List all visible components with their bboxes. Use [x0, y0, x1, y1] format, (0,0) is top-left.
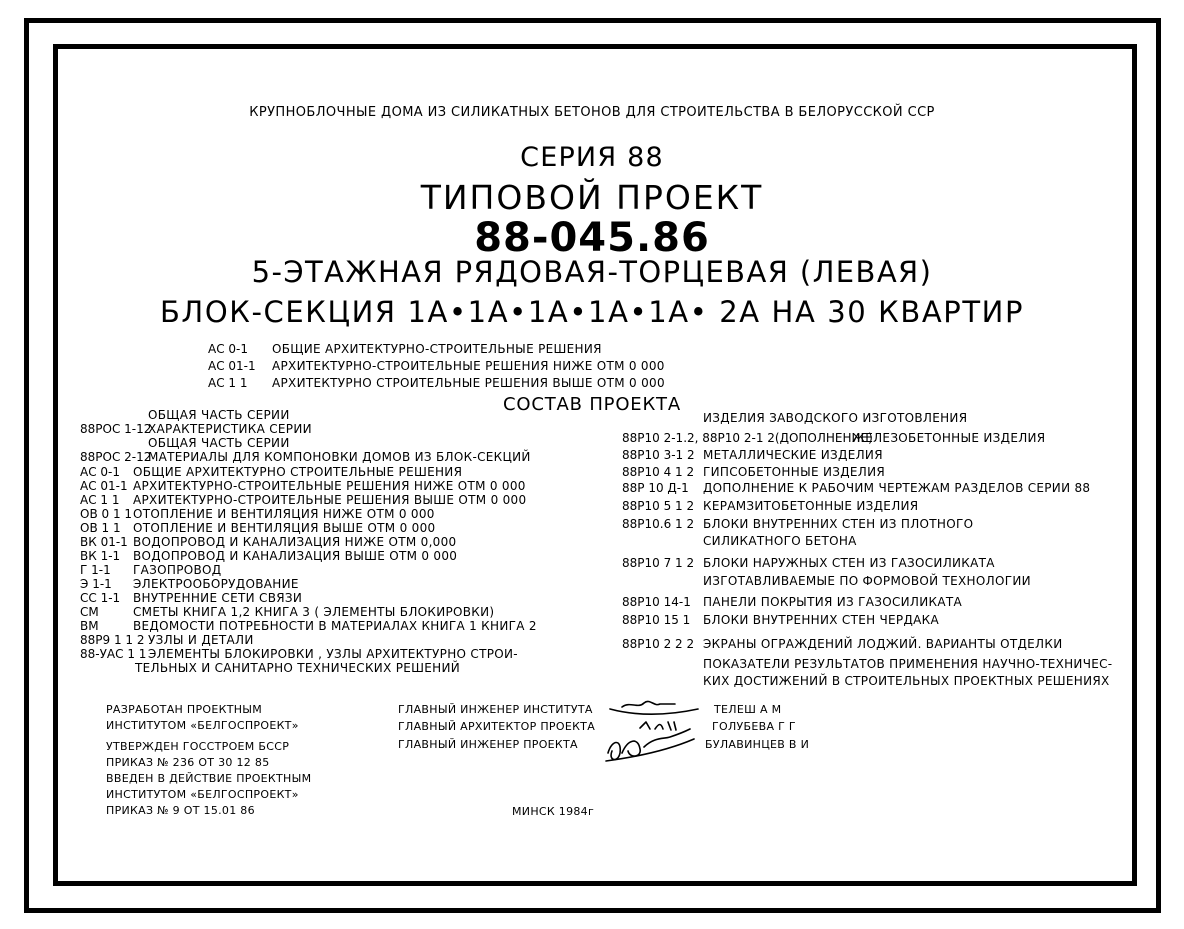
doc-text: ОБЩИЕ АРХИТЕКТУРНО СТРОИТЕЛЬНЫЕ РЕШЕНИЯ: [133, 465, 463, 479]
doc-text: ВНУТРЕННИЕ СЕТИ СВЯЗИ: [133, 591, 303, 605]
doc-code: Э 1-1: [80, 577, 112, 591]
doc-code: 88Р10 5 1 2: [622, 499, 695, 513]
enacted-line-1: ВВЕДЕН В ДЕЙСТВИЕ ПРОЕКТНЫМ: [106, 772, 312, 785]
doc-code: 88Р 10 Д-1: [622, 481, 689, 495]
doc-code: АС 01-1: [80, 479, 128, 493]
doc-text: КЕРАМЗИТОБЕТОННЫЕ ИЗДЕЛИЯ: [703, 499, 919, 513]
doc-text: АРХИТЕКТУРНО-СТРОИТЕЛЬНЫЕ РЕШЕНИЯ ВЫШЕ ОТМ 0 000: [133, 493, 527, 507]
doc-code: АС 0-1: [80, 465, 121, 479]
sostav-title: СОСТАВ ПРОЕКТА: [503, 394, 681, 415]
doc-text: АРХИТЕКТУРНО-СТРОИТЕЛЬНЫЕ РЕШЕНИЯ НИЖЕ ОТМ 0 000: [133, 479, 526, 493]
doc-code: 88Р10 14-1: [622, 595, 691, 609]
enacted-line-3: ПРИКАЗ № 9 ОТ 15.01 86: [106, 804, 255, 817]
signatures-graphic: [600, 695, 715, 770]
developer-line-1: РАЗРАБОТАН ПРОЕКТНЫМ: [106, 703, 263, 716]
title-line-2: БЛОК-СЕКЦИЯ 1А•1А•1А•1А•1А• 2А НА 30 КВАРТИР: [159, 295, 1025, 329]
approved-line-1: УТВЕРЖДЕН ГОССТРОЕМ БССР: [106, 740, 290, 753]
doc-code: СМ: [80, 605, 99, 619]
doc-text: БЛОКИ НАРУЖНЫХ СТЕН ИЗ ГАЗОСИЛИКАТА: [703, 556, 995, 570]
doc-code: 88Р9 1 1 2: [80, 633, 145, 647]
role-chief-engineer-institute: ГЛАВНЫЙ ИНЖЕНЕР ИНСТИТУТА: [398, 703, 593, 716]
developer-line-2: ИНСТИТУТОМ «БЕЛГОСПРОЕКТ»: [106, 719, 299, 732]
note-line-2: КИХ ДОСТИЖЕНИЙ В СТРОИТЕЛЬНЫХ ПРОЕКТНЫХ РЕШЕНИЯХ: [703, 674, 1110, 688]
doc-text: ВОДОПРОВОД И КАНАЛИЗАЦИЯ ВЫШЕ ОТМ 0 000: [133, 549, 458, 563]
volume-text: АРХИТЕКТУРНО СТРОИТЕЛЬНЫЕ РЕШЕНИЯ ВЫШЕ ОТМ 0 000: [272, 376, 665, 390]
doc-code: 88РОС 2-12: [80, 450, 152, 464]
project-number: 88-045.86: [474, 215, 710, 261]
doc-code: 88Р10 3-1 2: [622, 448, 695, 462]
doc-text: БЛОКИ ВНУТРЕННИХ СТЕН ЧЕРДАКА: [703, 613, 939, 627]
doc-text: ЭЛЕКТРООБОРУДОВАНИЕ: [133, 577, 299, 591]
doc-text: ОТОПЛЕНИЕ И ВЕНТИЛЯЦИЯ НИЖЕ ОТМ 0 000: [133, 507, 435, 521]
group-heading: ОБЩАЯ ЧАСТЬ СЕРИИ: [148, 436, 290, 450]
doc-text-cont: ИЗГОТАВЛИВАЕМЫЕ ПО ФОРМОВОЙ ТЕХНОЛОГИИ: [703, 574, 1031, 588]
doc-text: ДОПОЛНЕНИЕ К РАБОЧИМ ЧЕРТЕЖАМ РАЗДЕЛОВ СЕРИИ 88: [703, 481, 1091, 495]
doc-code: ВМ: [80, 619, 99, 633]
doc-text: БЛОКИ ВНУТРЕННИХ СТЕН ИЗ ПЛОТНОГО: [703, 517, 974, 531]
title-line-1: 5-ЭТАЖНАЯ РЯДОВАЯ-ТОРЦЕВАЯ (ЛЕВАЯ): [251, 255, 933, 289]
doc-text: ГАЗОПРОВОД: [133, 563, 222, 577]
note-line-1: ПОКАЗАТЕЛИ РЕЗУЛЬТАТОВ ПРИМЕНЕНИЯ НАУЧНО-ТЕХНИЧЕС-: [703, 657, 1113, 671]
signature-bulavintsev: [608, 729, 690, 760]
doc-code: Г 1-1: [80, 563, 111, 577]
volume-text: АРХИТЕКТУРНО-СТРОИТЕЛЬНЫЕ РЕШЕНИЯ НИЖЕ ОТМ 0 000: [272, 359, 665, 373]
doc-text: ЭКРАНЫ ОГРАЖДЕНИЙ ЛОДЖИЙ. ВАРИАНТЫ ОТДЕЛКИ: [703, 637, 1063, 651]
doc-code: ОВ 1 1: [80, 521, 121, 535]
doc-text: ГИПСОБЕТОННЫЕ ИЗДЕЛИЯ: [703, 465, 886, 479]
doc-code: 88Р10.6 1 2: [622, 517, 695, 531]
signature-telesh-underline: [610, 709, 698, 714]
name-telesh: ТЕЛЕШ А М: [714, 703, 782, 716]
doc-text: ВЕДОМОСТИ ПОТРЕБНОСТИ В МАТЕРИАЛАХ КНИГА 1 КНИГА 2: [133, 619, 537, 633]
doc-text: МАТЕРИАЛЫ ДЛЯ КОМПОНОВКИ ДОМОВ ИЗ БЛОК-СЕКЦИЙ: [148, 450, 531, 464]
doc-code: АС 1 1: [80, 493, 120, 507]
doc-text: ПАНЕЛИ ПОКРЫТИЯ ИЗ ГАЗОСИЛИКАТА: [703, 595, 962, 609]
doc-text: СМЕТЫ КНИГА 1,2 КНИГА 3 ( ЭЛЕМЕНТЫ БЛОКИРОВКИ): [133, 605, 495, 619]
volume-code: АС 0-1: [208, 342, 249, 356]
name-bulavintsev: БУЛАВИНЦЕВ В И: [705, 738, 810, 751]
doc-code: 88РОС 1-12: [80, 422, 152, 436]
doc-text: ВОДОПРОВОД И КАНАЛИЗАЦИЯ НИЖЕ ОТМ 0,000: [133, 535, 457, 549]
enacted-line-2: ИНСТИТУТОМ «БЕЛГОСПРОЕКТ»: [106, 788, 299, 801]
doc-code: ОВ 0 1 1: [80, 507, 133, 521]
doc-text: ЖЕЛЕЗОБЕТОННЫЕ ИЗДЕЛИЯ: [852, 431, 1046, 445]
volume-text: ОБЩИЕ АРХИТЕКТУРНО-СТРОИТЕЛЬНЫЕ РЕШЕНИЯ: [272, 342, 602, 356]
doc-text: ОТОПЛЕНИЕ И ВЕНТИЛЯЦИЯ ВЫШЕ ОТМ 0 000: [133, 521, 436, 535]
doc-code: 88Р10 4 1 2: [622, 465, 695, 479]
project-type: ТИПОВОЙ ПРОЕКТ: [420, 178, 764, 217]
city-year: МИНСК 1984г: [512, 805, 595, 818]
name-golubeva: ГОЛУБЕВА Г Г: [712, 720, 796, 733]
right-list-header: ИЗДЕЛИЯ ЗАВОДСКОГО ИЗГОТОВЛЕНИЯ: [703, 411, 968, 425]
doc-code: 88Р10 2-1.2, 88Р10 2-1 2(ДОПОЛНЕНИЕ): [622, 431, 873, 445]
approved-line-2: ПРИКАЗ № 236 ОТ 30 12 85: [106, 756, 270, 769]
doc-text-cont: СИЛИКАТНОГО БЕТОНА: [703, 534, 857, 548]
doc-code: 88Р10 2 2 2: [622, 637, 695, 651]
doc-code: 88Р10 15 1: [622, 613, 691, 627]
doc-text: ЭЛЕМЕНТЫ БЛОКИРОВКИ , УЗЛЫ АРХИТЕКТУРНО СТРОИ-: [148, 647, 518, 661]
header-top-line: КРУПНОБЛОЧНЫЕ ДОМА ИЗ СИЛИКАТНЫХ БЕТОНОВ ДЛЯ СТРОИТЕЛЬСТВА В БЕЛОРУССКОЙ ССР: [249, 105, 935, 120]
signature-telesh: [622, 701, 675, 707]
doc-text: УЗЛЫ И ДЕТАЛИ: [148, 633, 254, 647]
group-heading: ОБЩАЯ ЧАСТЬ СЕРИИ: [148, 408, 290, 422]
doc-code: 88-УАС 1 1: [80, 647, 147, 661]
doc-text-cont: ТЕЛЬНЫХ И САНИТАРНО ТЕХНИЧЕСКИХ РЕШЕНИЙ: [135, 661, 461, 675]
doc-text: МЕТАЛЛИЧЕСКИЕ ИЗДЕЛИЯ: [703, 448, 883, 462]
volume-code: АС 1 1: [208, 376, 248, 390]
role-chief-engineer-project: ГЛАВНЫЙ ИНЖЕНЕР ПРОЕКТА: [398, 738, 578, 751]
signature-golubeva: [640, 722, 676, 730]
role-chief-architect: ГЛАВНЫЙ АРХИТЕКТОР ПРОЕКТА: [398, 720, 596, 733]
series-title: СЕРИЯ 88: [520, 142, 664, 173]
doc-text: ХАРАКТЕРИСТИКА СЕРИИ: [148, 422, 312, 436]
volume-code: АС 01-1: [208, 359, 256, 373]
doc-code: ВК 01-1: [80, 535, 128, 549]
doc-code: 88Р10 7 1 2: [622, 556, 695, 570]
doc-code: ВК 1-1: [80, 549, 121, 563]
doc-code: СС 1-1: [80, 591, 121, 605]
